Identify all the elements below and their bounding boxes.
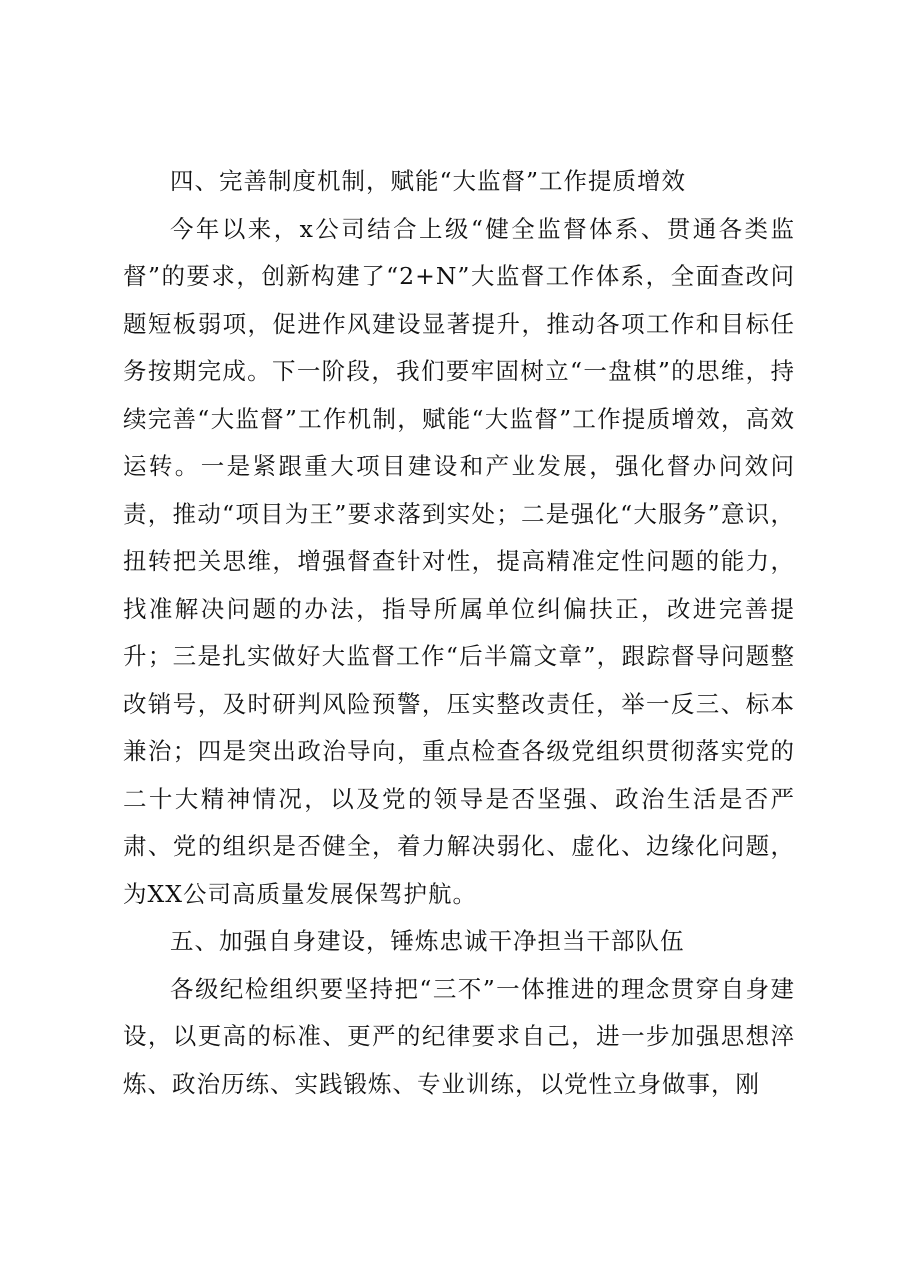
section-paragraph-5: 各级纪检组织要坚持把“三不”一体推进的理念贯穿自身建设，以更高的标准、更严的纪律要求自己，进一步加强思想淬炼、政治历练、实践锻炼、专业训练，以党性立身做事，刚 <box>123 974 795 1098</box>
section-paragraph-4: 今年以来，x公司结合上级“健全监督体系、贯通各类监督”的要求，创新构建了“2+N”大监督工作体系，全面查改问题短板弱项，促进作风建设显著提升，推动各项工作和目标任务按期完成。下一阶段，我们要牢固树立“一盘棋”的思维，持续完善“大监督”工作机制，赋能“大监督”工作提质增效，高效运转。一是紧跟重大项目建设和产业发展，强化督办问效问责，推动“项目为王”要求落到实处；二是强化“大服务”意识，扭转把关思维，增强督查针对性，提高精准定性问题的能力，找准解决问题的办法，指导所属单位纠偏扶正，改进完善提升；三是扎实做好大监督工作“后半篇文章”，跟踪督导问题整改销号，及时研判风险预警，压实整改责任，举一反三、标本兼治；四是突出政治导向，重点检查各级党组织贯彻落实党的二十大精神情况，以及党的领导是否坚强、政治生活是否严肃、党的组织是否健全，着力解决弱化、虚化、边缘化问题，为XX公司高质量发展保驾护航。 <box>123 214 795 908</box>
section-heading-4: 四、完善制度机制，赋能“大监督”工作提质增效 <box>170 167 687 195</box>
section-heading-5: 五、加强自身建设，锤炼忠诚干净担当干部队伍 <box>170 927 685 955</box>
document-body <box>123 158 795 1108</box>
